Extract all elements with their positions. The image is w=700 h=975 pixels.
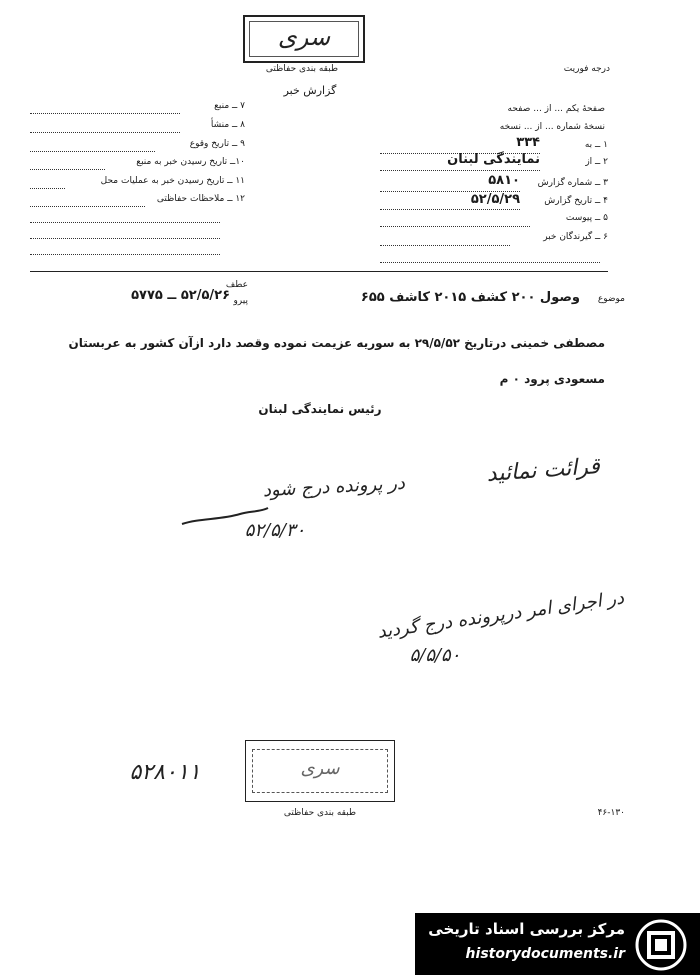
handwritten-date-1: ۵۲/۵/۳۰	[244, 520, 306, 541]
copy-number-line: نسخهٔ شماره ... از ... نسخه	[499, 122, 605, 132]
field-attachment-label: ۵ ــ پیوست	[565, 213, 608, 223]
field-attachment-line	[380, 226, 530, 227]
signature-title: رئیس نمایندگی لبنان	[258, 402, 382, 416]
field-to-value: ۳۳۴	[516, 135, 540, 150]
field-source-label: ۷ ــ منبع	[214, 101, 245, 111]
field-report-date-label: ۴ ــ تاریخ گزارش	[544, 196, 608, 206]
handwritten-note-read: قرائت نمائید	[485, 454, 601, 487]
field-from-line	[380, 170, 540, 171]
field-occurrence-date-line	[30, 151, 155, 152]
field-security-notes-line-3	[30, 238, 220, 239]
field-security-notes-line	[30, 206, 145, 207]
field-source-arrival-line	[30, 169, 105, 170]
field-security-notes-label: ۱۲ ــ ملاحظات حفاظتی	[156, 194, 245, 204]
logo-url: historydocuments.ir	[465, 946, 625, 962]
field-from-label: ۲ ــ از	[585, 157, 608, 167]
field-report-date-value: ۵۲/۵/۲۹	[470, 192, 520, 207]
field-source-arrival-label: ۱۰ــ تاریخ رسیدن خبر به منبع	[136, 157, 245, 167]
field-origin-line	[30, 132, 180, 133]
bottom-stamp-caption: طبقه بندی حفاظتی	[283, 808, 357, 818]
field-ops-arrival-label: ۱۱ ــ تاریخ رسیدن خبر به عملیات محل	[100, 176, 245, 186]
top-stamp-caption: طبقه بندی حفاظتی	[265, 64, 339, 74]
field-from-value: نمایندگی لبنان	[447, 152, 540, 167]
field-origin-label: ۸ ــ منشأ	[210, 120, 245, 130]
field-security-notes-line-2	[30, 222, 220, 223]
handwritten-archive-number: ۵۲۸۰۱۱	[129, 760, 201, 785]
top-stamp-text: سری	[277, 23, 331, 51]
field-report-date-line	[380, 209, 520, 210]
archive-emblem-icon	[635, 919, 687, 971]
report-body-line-1: مصطفی خمینی درتاریخ ۲۹/۵/۵۲ به سوریه عزیمت نموده وقصد دارد ازآن کشور به عربستان	[68, 336, 605, 350]
handwritten-note-file: در پرونده درج شود	[262, 472, 406, 502]
bottom-classification-stamp	[245, 740, 395, 802]
followup-label: پیرو	[233, 296, 248, 306]
archive-logo	[415, 913, 700, 975]
header-divider	[30, 271, 608, 272]
handwritten-date-2: ۵/۵/۵۰	[409, 645, 461, 666]
subject-label: موضوع	[597, 294, 625, 304]
field-report-no-label: ۳ ــ شماره گزارش	[537, 178, 608, 188]
logo-title: مرکز بررسی اسناد تاریخی	[428, 920, 625, 938]
field-security-notes-line-4	[30, 254, 220, 255]
field-to-label: ۱ ــ به	[584, 140, 608, 150]
field-recipients-line	[380, 245, 510, 246]
field-report-no-value: ۵۸۱۰	[488, 173, 520, 188]
bottom-stamp-text: سری	[300, 758, 340, 779]
top-classification-stamp	[243, 15, 365, 63]
field-recipients-line-2	[380, 262, 600, 263]
report-body-line-2: مسعودی پرود ۰ م	[499, 372, 605, 386]
field-occurrence-date-label: ۹ ــ تاریخ وقوع	[189, 139, 245, 149]
subject-text: وصول ۲۰۰ کشف ۲۰۱۵ کاشف ۶۵۵	[360, 290, 580, 305]
reference-number: ۵۲/۵/۲۶ ــ ۵۷۷۵	[131, 288, 230, 303]
page-number-line: صفحهٔ یکم ... از ... صفحه	[507, 104, 605, 114]
reference-label: عطف	[225, 280, 248, 290]
field-source-line	[30, 113, 180, 114]
priority-label: درجه فوریت	[563, 64, 610, 74]
form-code: ۴۶-۱۳۰	[597, 808, 625, 818]
form-title: گزارش خبر	[283, 84, 337, 97]
field-recipients-label: ۶ ــ گیرندگان خبر	[543, 232, 608, 242]
handwritten-note-executed: در اجرای امر درپرونده درج گردید	[376, 587, 626, 643]
field-ops-arrival-line	[30, 188, 65, 189]
